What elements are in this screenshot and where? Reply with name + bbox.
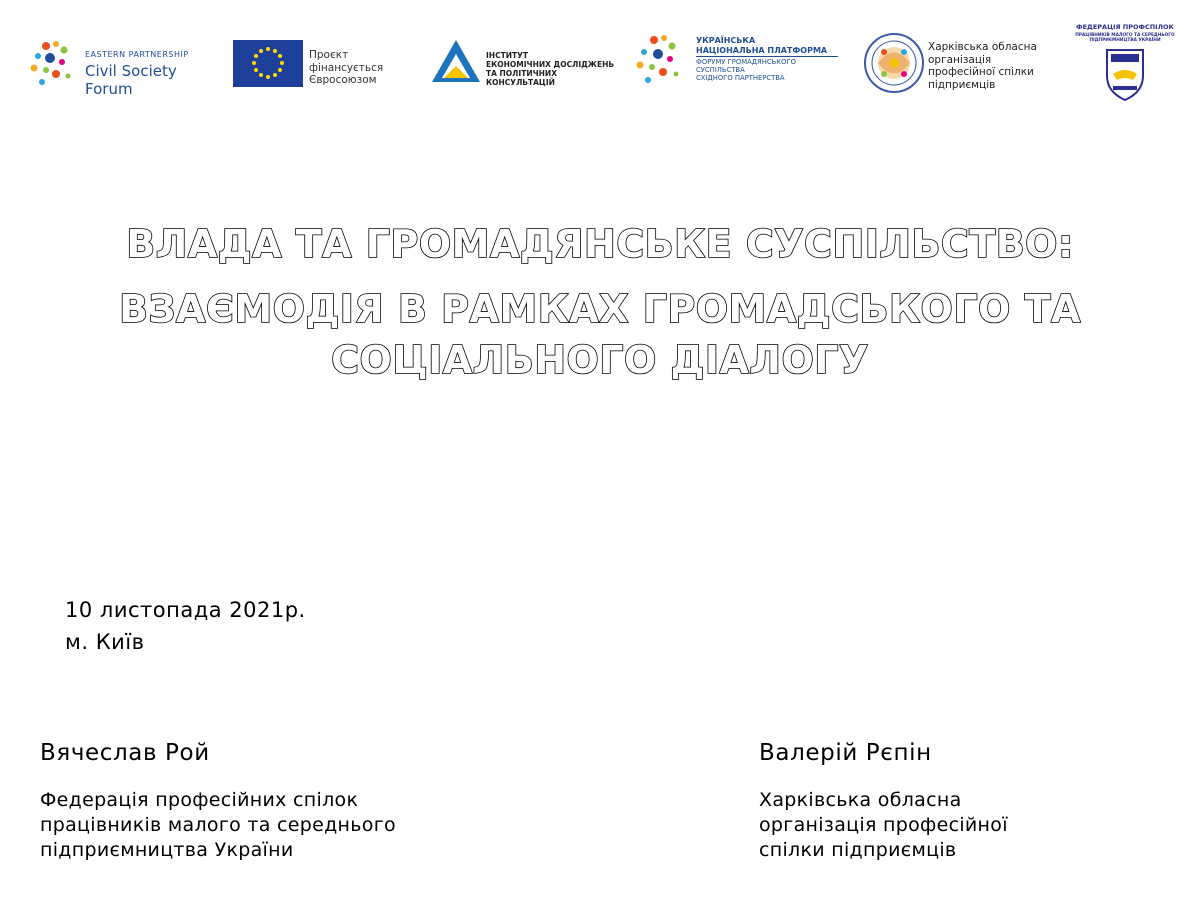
- event-date: 10 листопада 2021р.: [65, 598, 306, 622]
- federation-logo: [1075, 24, 1175, 102]
- shield-icon: [1103, 46, 1147, 102]
- eu-funding-text: [309, 49, 423, 87]
- logo-bar: [0, 0, 1200, 110]
- kho-line-3: підприємців: [928, 78, 996, 91]
- speaker-1-org-line-2: працівників малого та середнього: [40, 814, 396, 836]
- slide-title-line-3: СОЦІАЛЬНОГО ДІАЛОГУ: [331, 338, 869, 382]
- speaker-2-org-line-1: Харківська обласна: [759, 789, 962, 811]
- speaker-2-org-line-3: спілки підприємців: [759, 839, 957, 861]
- ier-text: [486, 51, 620, 87]
- unp-line-4: СХІДНОГО ПАРТНЕРСТВА: [696, 74, 785, 83]
- kharkiv-organization-logo: [864, 30, 1074, 98]
- unp-subtitle: [696, 58, 842, 82]
- ier-line-2: ЕКОНОМІЧНИХ ДОСЛІДЖЕНЬ: [486, 60, 615, 69]
- fed-subtitle: ПРАЦІВНИКІВ МАЛОГО ТА СЕРЕДНЬОГО ПІДПРИЄМНИЦТВА УКРАЇНИ: [1075, 33, 1175, 44]
- unp-line-3: ФОРУМУ ГРОМАДЯНСЬКОГО СУСПІЛЬСТВА: [696, 58, 796, 75]
- eap-civil-society-forum-logo: [28, 38, 228, 98]
- ier-line-3: ТА ПОЛІТИЧНИХ КОНСУЛЬТАЦІЙ: [486, 69, 557, 87]
- kho-line-1: Харківська обласна організація: [928, 41, 1037, 66]
- dots-icon: [28, 38, 80, 90]
- unp-line-1: УКРАЇНСЬКА: [696, 36, 756, 45]
- slide-title-line-2: ВЗАЄМОДІЯ В РАМКАХ ГРОМАДСЬКОГО ТА: [119, 287, 1081, 331]
- hands-seal-icon: [864, 30, 924, 96]
- kho-line-2: професійної спілки: [928, 66, 1034, 79]
- ier-line-1: ІНСТИТУТ: [486, 51, 528, 60]
- event-place: м. Київ: [65, 630, 145, 654]
- unp-divider: [696, 56, 838, 57]
- fed-title: ФЕДЕРАЦІЯ ПРОФСПІЛОК: [1076, 23, 1174, 31]
- speaker-1-org-line-1: Федерація професійних спілок: [40, 789, 359, 811]
- speaker-1-organization: [40, 788, 396, 863]
- kho-text: [928, 41, 1074, 91]
- speaker-1-org-line-3: підприємництва України: [40, 839, 294, 861]
- ier-logo: [430, 38, 620, 86]
- unp-title: [696, 36, 827, 55]
- unp-line-2: НАЦІОНАЛЬНА ПЛАТФОРМА: [696, 45, 828, 55]
- eu-line-1: Проєкт фінансується: [309, 49, 384, 74]
- speaker-2-name: Валерій Рєпін: [759, 740, 932, 766]
- speaker-2-organization: [759, 788, 1008, 863]
- triangle-icon: [430, 38, 482, 84]
- dots-icon: [632, 32, 688, 90]
- speaker-1-name: Вячеслав Рой: [40, 740, 210, 766]
- slide-title-line-1: ВЛАДА ТА ГРОМАДЯНСЬКЕ СУСПІЛЬСТВО:: [126, 222, 1074, 266]
- eu-funding-logo: [233, 40, 423, 88]
- eap-small-text: EASTERN PARTNERSHIP: [85, 50, 189, 59]
- eu-flag-icon: [233, 40, 303, 87]
- eap-big-text: Civil Society Forum: [85, 62, 177, 98]
- ukrainian-national-platform-logo: [632, 32, 842, 92]
- speaker-2-org-line-2: організація професійної: [759, 814, 1008, 836]
- eu-line-2: Євросоюзом: [309, 74, 377, 87]
